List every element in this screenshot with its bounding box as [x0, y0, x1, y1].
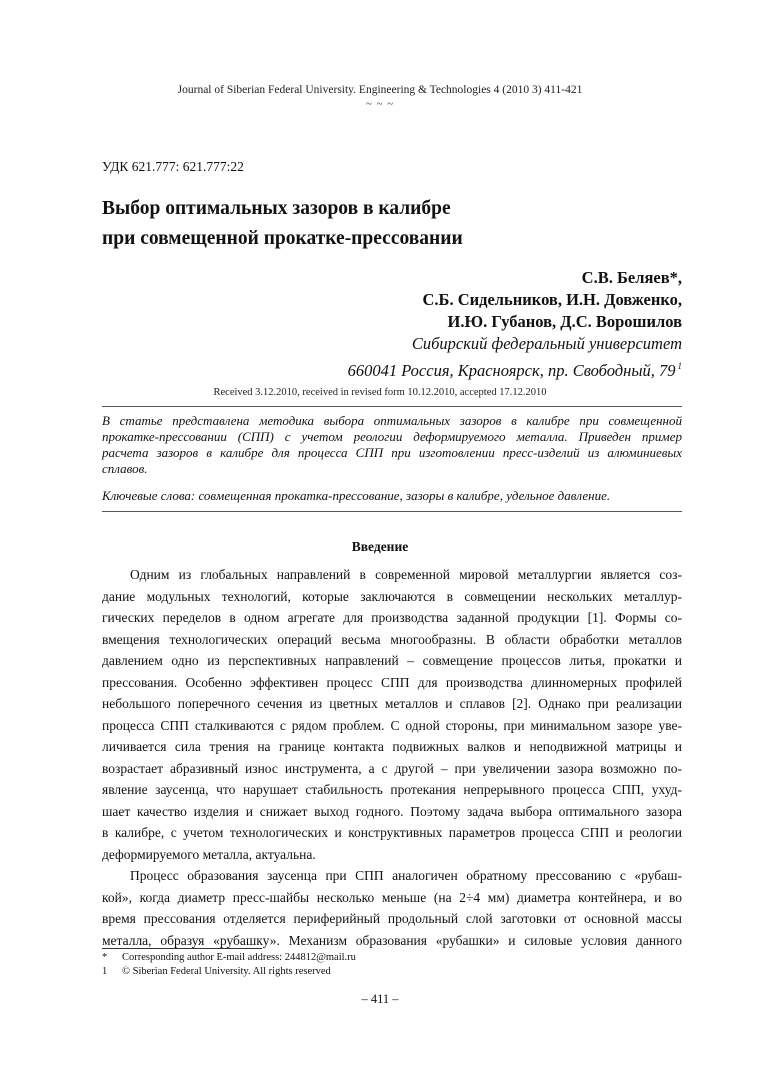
abstract-bottom-rule	[102, 511, 682, 512]
body-line: возрастает абразивный износ инструмента, а с другой – при увеличении зазора возможно по-	[102, 760, 682, 776]
body-line: кой», когда диаметр пресс-шайбы несколько меньше (на 2÷4 мм) диаметра контейнера, и во	[102, 889, 682, 905]
body-line: дание модульных технологий, которые заключаются в совмещении нескольких металлур-	[102, 588, 682, 604]
abstract-line: расчета зазоров в калибре для процесса СПП при изготовлении пресс-изделий из алюминиевых	[102, 445, 682, 460]
udk-code: УДК 621.777: 621.777:22	[102, 159, 244, 174]
abstract-line: сплавов.	[102, 461, 148, 476]
body-line: в калибре, с учетом технологических и конструктивных параметров процесса СПП и реологии	[102, 825, 682, 840]
author-line: И.Ю. Губанов, Д.С. Ворошилов	[447, 312, 682, 331]
page-number: – 411 –	[361, 992, 399, 1006]
abstract	[102, 413, 682, 477]
footnote-mark: 1	[102, 966, 108, 977]
body-line: давлением одно из перспективных направлений – совмещение процессов литья, прокатки и	[102, 653, 682, 668]
body-line: прессования. Особенно эффективен процесс СПП для производства длинномерных профилей	[102, 674, 682, 690]
body-line: деформируемого металла, актуальна.	[102, 846, 316, 862]
received-dates: Received 3.12.2010, received in revised form 10.12.2010, accepted 17.12.2010	[213, 387, 547, 398]
body-text	[102, 564, 682, 951]
title-line: при совмещенной прокатке-прессовании	[102, 228, 463, 249]
body-line: гических переделов в одном агрегате для производства заданной продукции [1]. Формы со-	[102, 610, 682, 625]
body-line: Процесс образования заусенца при СПП аналогичен обратному прессованию с «рубаш-	[130, 868, 682, 883]
body-line: явление заусенца, что нарушает стабильность протекания непрерывного процесса СПП, ухуд-	[102, 782, 682, 797]
address-footnote-mark: 1	[677, 361, 682, 371]
body-line: Одним из глобальных направлений в современной мировой металлургии является соз-	[130, 567, 682, 582]
author-block	[348, 267, 682, 382]
title-line: Выбор оптимальных зазоров в калибре	[102, 198, 451, 219]
footnote	[102, 951, 356, 965]
author-line: С.В. Беляев*,	[581, 268, 682, 287]
author-line: С.Б. Сидельников, И.Н. Довженко,	[422, 290, 682, 309]
header-ornament: ~ ~ ~	[365, 98, 395, 110]
affiliation: Сибирский федеральный университет	[411, 334, 682, 353]
body-line: металла, образуя «рубашку». Механизм образования «рубашки» и силовые условия данного	[102, 932, 682, 948]
body-line: время прессования отделяется периферийный продольный слой заготовки от основной массы	[102, 911, 682, 926]
abstract-line: прокатке-прессовании (СПП) с учетом реологии деформируемого металла. Приведен пример	[102, 429, 682, 444]
address-text: 660041 Россия, Красноярск, пр. Свободный, 79	[347, 361, 676, 380]
abstract-top-rule	[102, 406, 682, 407]
body-line: небольшого поперечного сечения из цветных металлов и сплавов [2]. Однако при реализации	[102, 696, 682, 711]
footnote	[102, 965, 356, 979]
footnote-text: © Siberian Federal University. All rights reserved	[122, 966, 331, 977]
body-line: вмещения технологических операций весьма многообразны. В области обработки металлов	[102, 631, 682, 647]
body-line: личивается сила трения на границе контакта подвижных валков и неподвижной матрицы и	[102, 739, 682, 754]
section-heading: Введение	[351, 539, 409, 554]
paper-title	[102, 194, 463, 254]
footnote-text: Corresponding author E-mail address: 244812@mail.ru	[122, 952, 356, 963]
body-line: процесса СПП сталкиваются с рядом проблем. С одной стороны, при минимальном зазоре уве-	[102, 717, 682, 733]
keywords: Ключевые слова: совмещенная прокатка-прессование, зазоры в калибре, удельное давление.	[102, 488, 611, 503]
footnote-mark: *	[102, 952, 108, 963]
body-line: шает качество изделия и снижает выход годного. Поэтому задача выбора оптимального зазора	[102, 803, 682, 819]
affiliation-address	[348, 355, 682, 382]
journal-header: Journal of Siberian Federal University. Engineering & Technologies 4 (2010 3) 411-421	[177, 84, 583, 96]
footnotes	[102, 951, 356, 979]
abstract-line: В статье представлена методика выбора оптимальных зазоров в калибре при совмещенной	[102, 413, 682, 428]
footnote-rule	[102, 948, 262, 949]
